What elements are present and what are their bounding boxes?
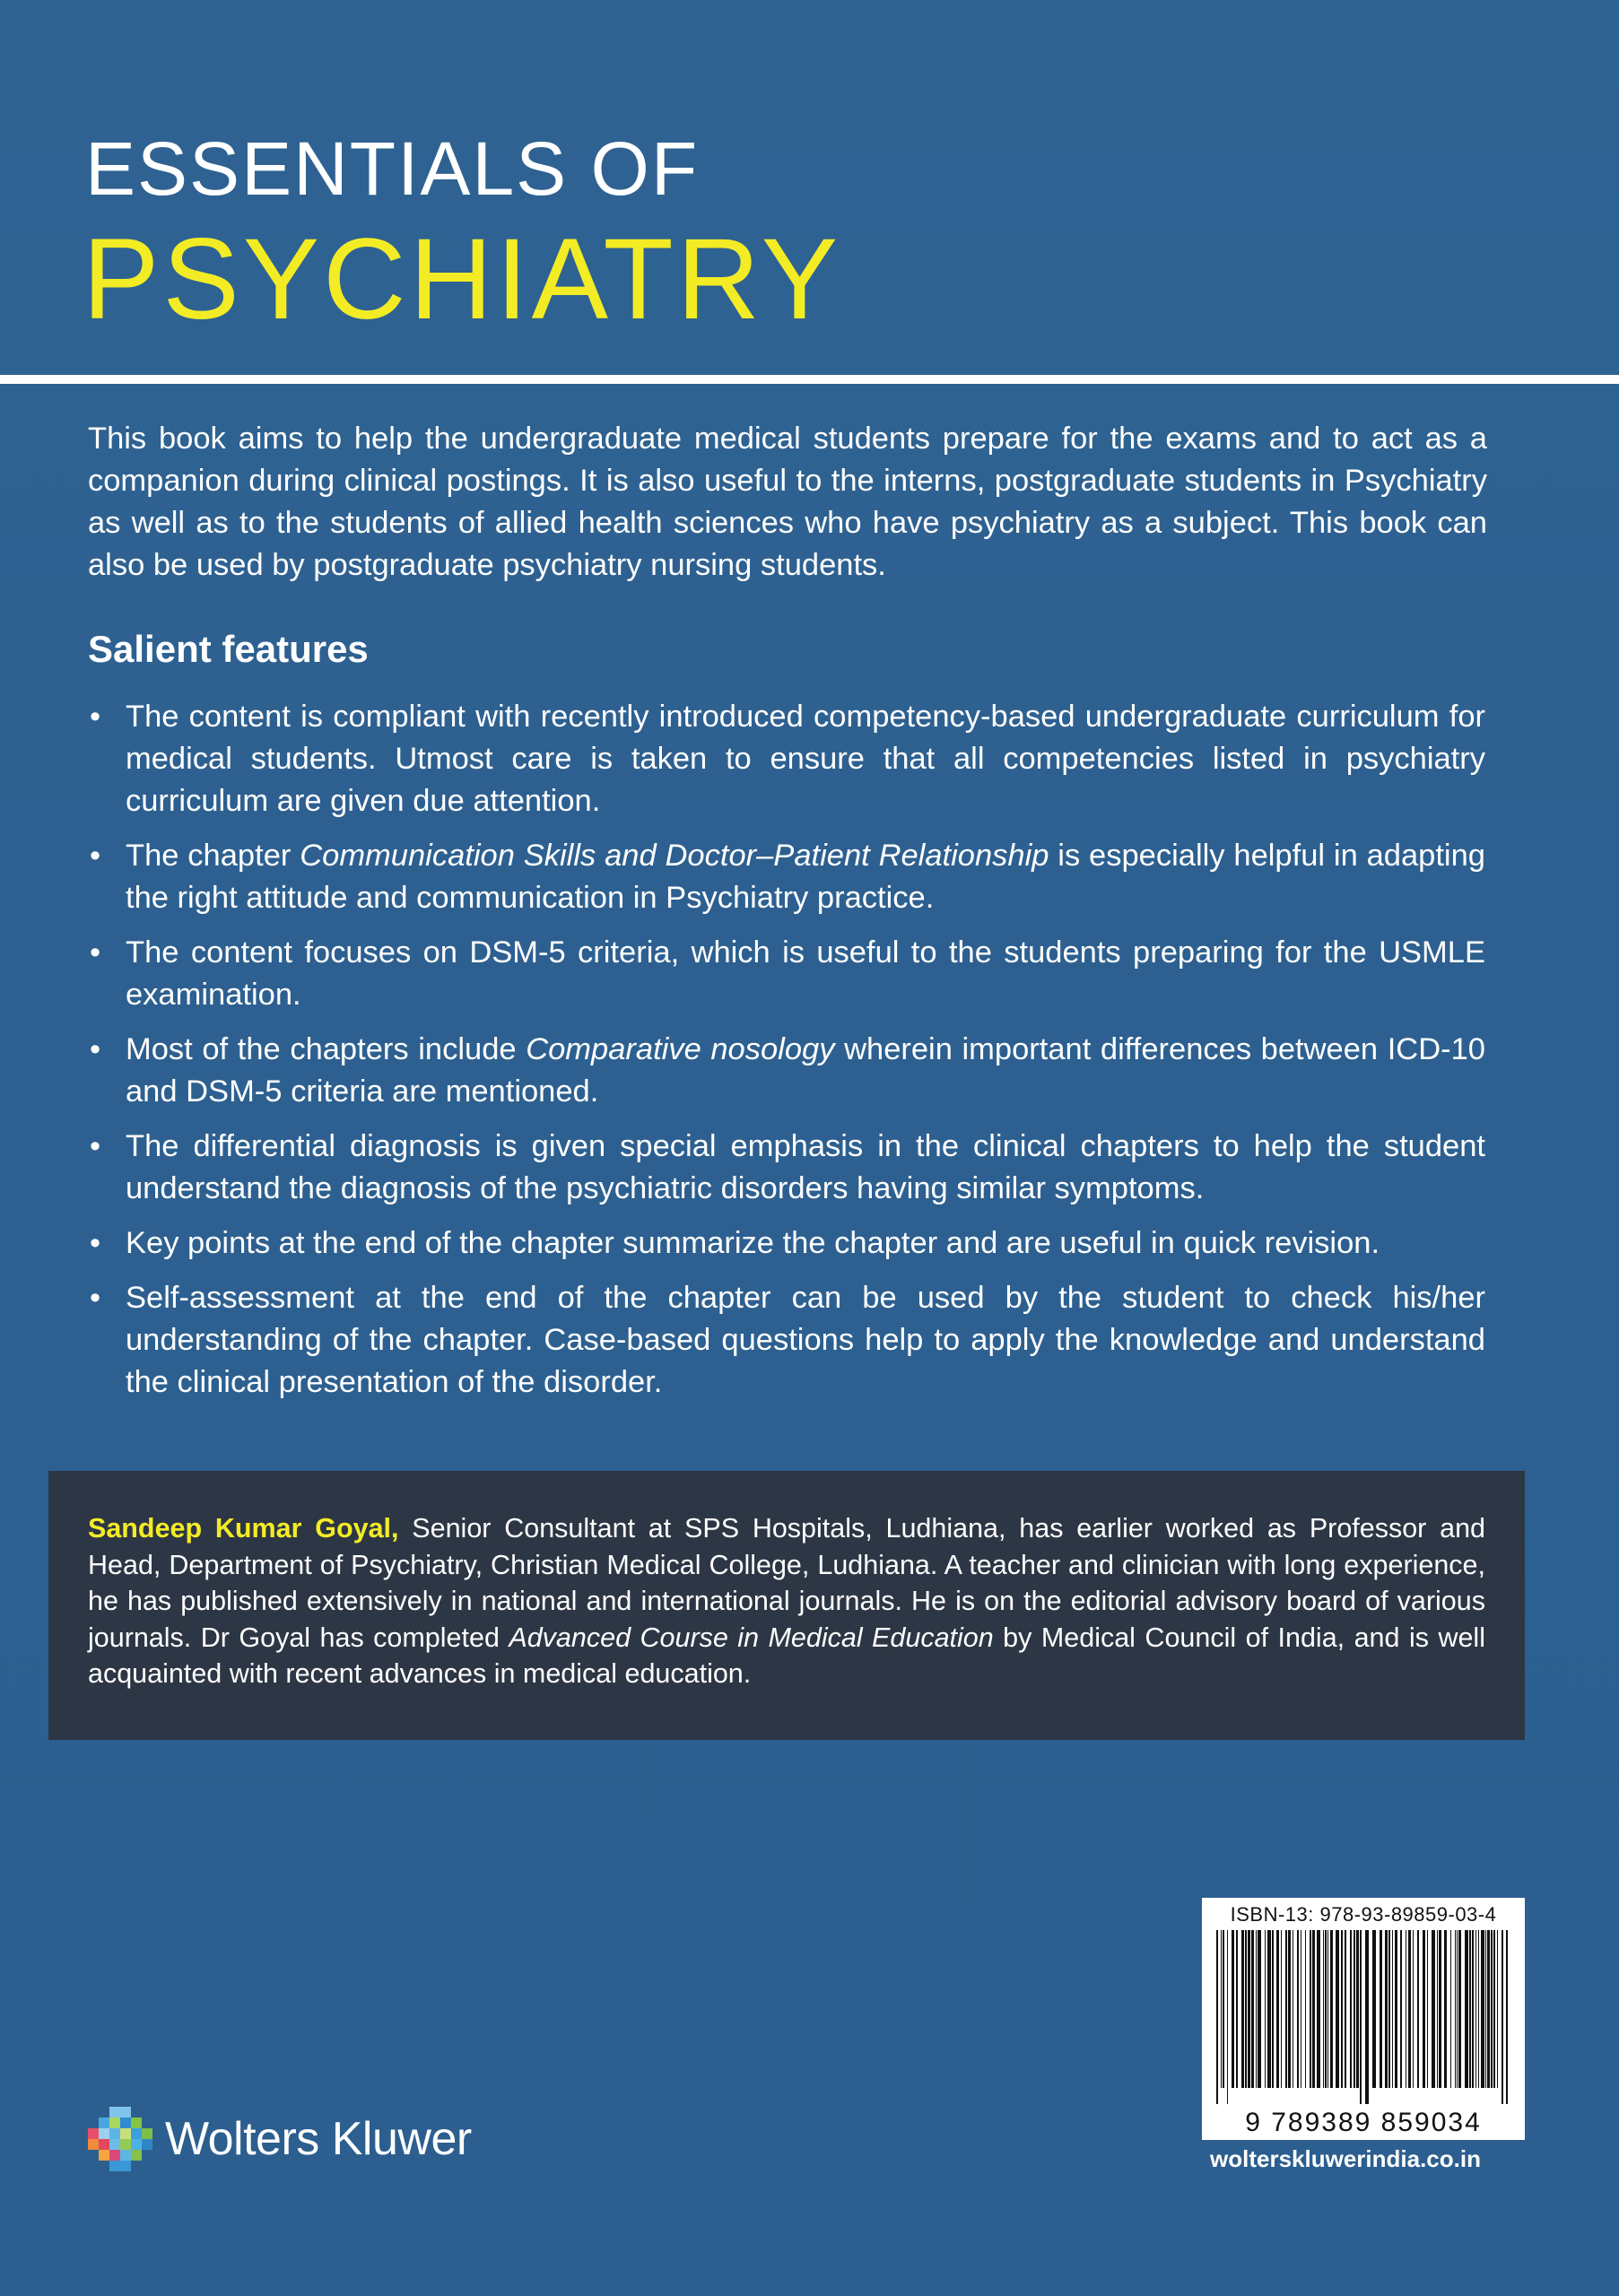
bullet-icon: • — [90, 935, 101, 970]
author-bio: Sandeep Kumar Goyal, Senior Consultant at SPS Hospitals, Ludhiana, has earlier worked as Professor and Head, Department of Psychiatry, Christian Medical College, Ludhiana. A teacher and clinician with long experience, he has published extensively in national and international journals. He is on the editorial advisory board of various journals. Dr Goyal has completed Advanced Course in Medical Education by Medical Council of India, and is well acquainted with recent advances in medical education. — [88, 1513, 1485, 1689]
barcode-digits: 9 789389 859034 — [1245, 2108, 1482, 2137]
list-item: • Most of the chapters include Comparative nosology wherein important differences between ICD-10 and DSM-5 criteria are mentioned. — [88, 1029, 1485, 1113]
wolters-kluwer-mosaic-icon — [88, 2107, 152, 2171]
bullet-icon: • — [90, 1129, 101, 1163]
isbn-text: ISBN-13: 978-93-89859-03-4 — [1230, 1903, 1497, 1926]
features-heading: Salient features — [88, 628, 369, 670]
barcode — [1202, 1898, 1525, 2140]
publisher-name: Wolters Kluwer — [165, 2113, 472, 2165]
bullet-icon: • — [90, 700, 101, 734]
intro-paragraph: This book aims to help the undergraduate medical students prepare for the exams and to act as a companion during clinical postings. It is also useful to the interns, postgraduate students in Psychiatry as well as to the students of allied health sciences who have psychiatry as a subject. This book can also be used by postgraduate psychiatry nursing students. — [88, 422, 1487, 582]
bullet-icon: • — [90, 1226, 101, 1260]
header-divider — [0, 375, 1619, 384]
list-item: • The differential diagnosis is given special emphasis in the clinical chapters to help the student understand the diagnosis of the psychiatric disorders having similar symptoms. — [88, 1126, 1485, 1210]
bullet-icon: • — [90, 1032, 101, 1066]
title-line2: PSYCHIATRY — [83, 215, 842, 344]
list-item: • The content focuses on DSM-5 criteria, which is useful to the students preparing for the USMLE examination. — [88, 932, 1485, 1016]
barcode-bars-icon — [1214, 1930, 1512, 2104]
list-item: • The chapter Communication Skills and Doctor–Patient Relationship is especially helpful in adapting the right attitude and communication in Psychiatry practice. — [88, 835, 1485, 919]
publisher-website[interactable]: wolterskluwerindia.co.in — [1210, 2145, 1481, 2172]
list-item: • Self-assessment at the end of the chapter can be used by the student to check his/her understanding of the chapter. Case-based questions help to apply the knowledge and understand the clinical presentation of the disorder. — [88, 1277, 1485, 1404]
author-box — [48, 1471, 1525, 1740]
publisher-logo — [88, 2108, 472, 2170]
features-list — [88, 696, 1485, 1416]
author-name: Sandeep Kumar Goyal, — [88, 1513, 399, 1544]
bullet-icon: • — [90, 839, 101, 873]
list-item: • The content is compliant with recently introduced competency-based undergraduate curriculum for medical students. Utmost care is taken to ensure that all competencies listed in psychiatry curriculum are given due attention. — [88, 696, 1485, 822]
title-line1: ESSENTIALS OF — [85, 126, 700, 211]
list-item: • Key points at the end of the chapter summarize the chapter and are useful in quick revision. — [88, 1222, 1485, 1265]
bullet-icon: • — [90, 1281, 101, 1315]
